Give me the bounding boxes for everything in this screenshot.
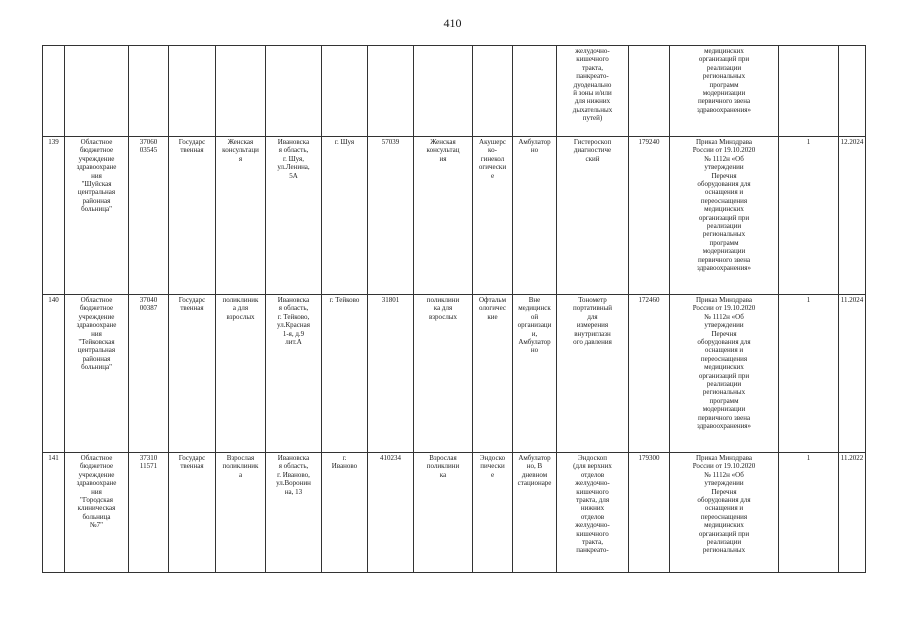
- legal-basis-cell: Приказ Минздрава России от 19.10.2020 № 1112н «Об утверждении Перечня оборудования для оснащения и переоснащения медицинских организаций при реализации региональных: [670, 453, 779, 573]
- city-cell: г. Иваново: [322, 453, 368, 573]
- quantity-cell: [779, 46, 839, 137]
- equipment-code-cell: 179300: [629, 453, 670, 573]
- address-cell: Ивановска я область, г. Иваново, ул.Воронин на, 13: [266, 453, 322, 573]
- row-number-cell: 139: [43, 137, 65, 295]
- equipment-code-cell: 172460: [629, 295, 670, 453]
- specialty-profile-cell: Акушерс ко- гинекол огически е: [473, 137, 513, 295]
- quantity-cell: 1: [779, 295, 839, 453]
- equipment-code-cell: 179240: [629, 137, 670, 295]
- equipment-table: [42, 45, 866, 573]
- table-row: [43, 453, 866, 573]
- row-number-cell: 141: [43, 453, 65, 573]
- org-code-cell: [129, 46, 169, 137]
- city-cell: [322, 46, 368, 137]
- city-cell: г. Тейково: [322, 295, 368, 453]
- subdivision-cell: Взрослая поликлиник а: [216, 453, 266, 573]
- legal-basis-cell: медицинских организаций при реализации региональных программ модернизации первичного звена здравоохранения»: [670, 46, 779, 137]
- organization-name-cell: [65, 46, 129, 137]
- quantity-cell: 1: [779, 137, 839, 295]
- department-cell: поликлини ка для взрослых: [414, 295, 473, 453]
- ownership-form-cell: [169, 46, 216, 137]
- org-code-cell: 37060 03545: [129, 137, 169, 295]
- subdivision-cell: поликлиник а для взрослых: [216, 295, 266, 453]
- equipment-name-cell: Гистероскоп диагностиче ский: [557, 137, 629, 295]
- subdivision-cell: Женская консультаци я: [216, 137, 266, 295]
- quantity-cell: 1: [779, 453, 839, 573]
- care-type-cell: Вне медицинск ой организаци и, Амбулатор но: [513, 295, 557, 453]
- address-cell: Ивановска я область, г. Тейково, ул.Красная 1-я, д.9 лит.А: [266, 295, 322, 453]
- table-row: [43, 295, 866, 453]
- ownership-form-cell: Государс твенная: [169, 295, 216, 453]
- ownership-form-cell: Государс твенная: [169, 137, 216, 295]
- specialty-profile-cell: Офтальм ологичес кие: [473, 295, 513, 453]
- specialty-profile-cell: Эндоско пически е: [473, 453, 513, 573]
- page-number: 410: [443, 16, 462, 30]
- specialty-profile-cell: [473, 46, 513, 137]
- organization-name-cell: Областное бюджетное учреждение здравоохране ния "Шуйская центральная районная больница": [65, 137, 129, 295]
- organization-name-cell: Областное бюджетное учреждение здравоохране ния "Городская клиническая больница №7": [65, 453, 129, 573]
- table-row: [43, 46, 866, 137]
- settlement-code-cell: 31801: [368, 295, 414, 453]
- table-row: [43, 137, 866, 295]
- city-cell: г. Шуя: [322, 137, 368, 295]
- row-number-cell: [43, 46, 65, 137]
- delivery-date-cell: 11.2022: [839, 453, 866, 573]
- legal-basis-cell: Приказ Минздрава России от 19.10.2020 № 1112н «Об утверждении Перечня оборудования для оснащения и переоснащения медицинских организаций при реализации региональных программ модернизации первичного звена здравоохранения»: [670, 137, 779, 295]
- org-code-cell: 37040 00387: [129, 295, 169, 453]
- care-type-cell: Амбулатор но, В дневном стационаре: [513, 453, 557, 573]
- address-cell: [266, 46, 322, 137]
- equipment-code-cell: [629, 46, 670, 137]
- department-cell: [414, 46, 473, 137]
- delivery-date-cell: 11.2024: [839, 295, 866, 453]
- delivery-date-cell: 12.2024: [839, 137, 866, 295]
- settlement-code-cell: [368, 46, 414, 137]
- delivery-date-cell: [839, 46, 866, 137]
- department-cell: Женская консультац ия: [414, 137, 473, 295]
- equipment-name-cell: Тонометр портативный для измерения внутриглазн ого давления: [557, 295, 629, 453]
- ownership-form-cell: Государс твенная: [169, 453, 216, 573]
- subdivision-cell: [216, 46, 266, 137]
- address-cell: Ивановска я область, г. Шуя, ул.Ленина, 5А: [266, 137, 322, 295]
- legal-basis-cell: Приказ Минздрава России от 19.10.2020 № 1112н «Об утверждении Перечня оборудования для оснащения и переоснащения медицинских организаций при реализации региональных программ модернизации первичного звена здравоохранения»: [670, 295, 779, 453]
- care-type-cell: [513, 46, 557, 137]
- equipment-name-cell: желудочно- кишечного тракта, панкреато- дуоденально й зоны и/или для нижних дыхательных путей): [557, 46, 629, 137]
- department-cell: Взрослая поликлини ка: [414, 453, 473, 573]
- row-number-cell: 140: [43, 295, 65, 453]
- equipment-name-cell: Эндоскоп (для верхних отделов желудочно- кишечного тракта, для нижних отделов желудочно- кишечного тракта, панкреато-: [557, 453, 629, 573]
- settlement-code-cell: 57039: [368, 137, 414, 295]
- care-type-cell: Амбулатор но: [513, 137, 557, 295]
- org-code-cell: 37310 11571: [129, 453, 169, 573]
- settlement-code-cell: 410234: [368, 453, 414, 573]
- organization-name-cell: Областное бюджетное учреждение здравоохране ния "Тейковская центральная районная больница": [65, 295, 129, 453]
